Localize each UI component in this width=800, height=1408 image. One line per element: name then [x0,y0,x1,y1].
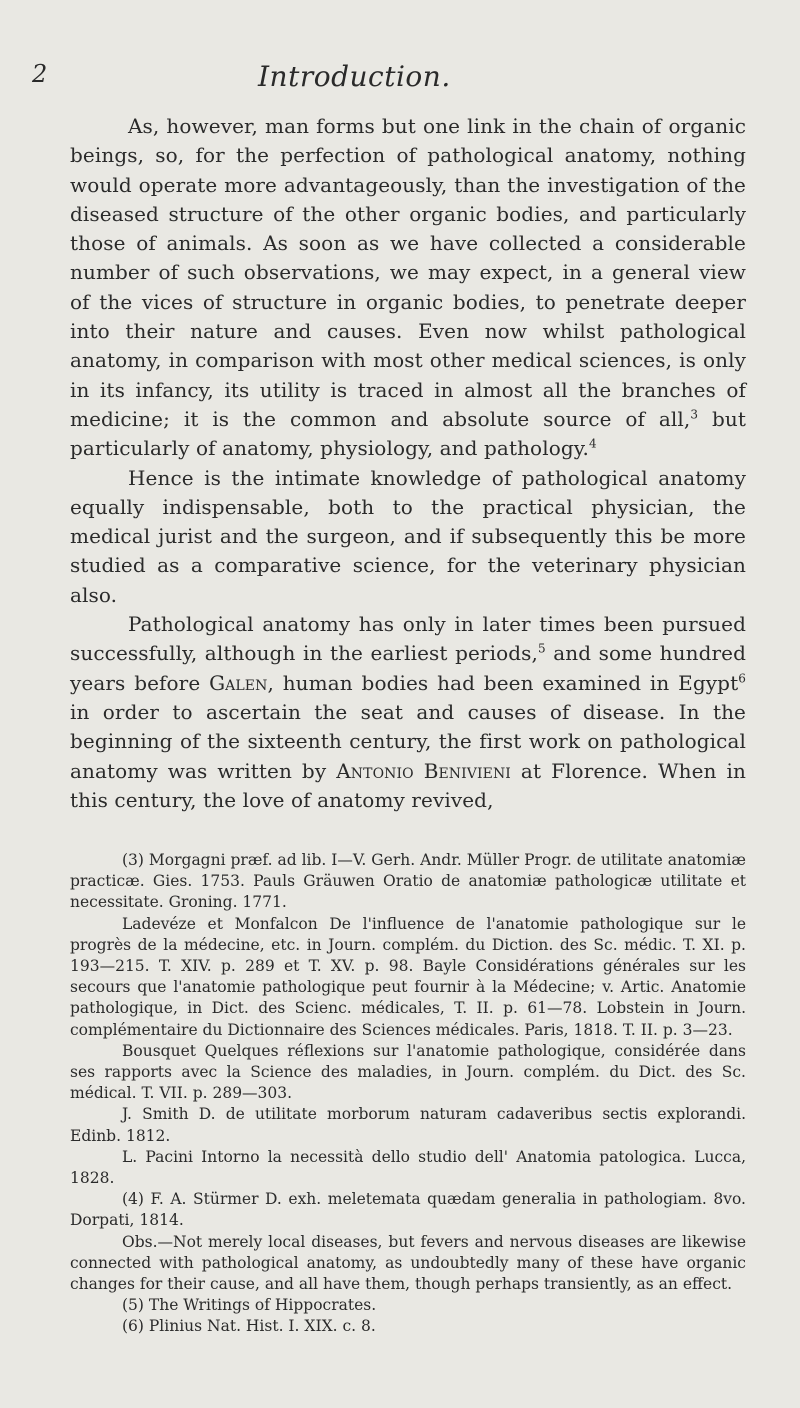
name-benivieni: Antonio Benivieni [336,758,511,783]
paragraph-3: Pathological anatomy has only in later times been pursued successfully, although in the earliest periods,$^5$ and some hundred years before Galen, human bodies had been examined in Egypt$^6$ in order to ascertain the seat and causes of disease. In the beginning of the sixteenth century, the first work on pathological anatomy was written by Antonio Benivieni at Florence. When in this century, the love of anatomy revived, [70,612,746,812]
name-galen: Galen [209,670,268,695]
footnote-3-part-4: J. Smith D. de utilitate morborum naturam cadaveribus sectis explorandi. Edinb. 1812. [70,1105,746,1145]
page-number: 2 [32,60,48,88]
main-text [70,112,746,815]
footnote-6: (6) Plinius Nat. Hist. I. XIX. c. 8. [122,1317,376,1336]
running-title: Introduction. [258,60,451,93]
footnote-ref-4[interactable]: 4 [588,436,597,451]
paragraph-2: Hence is the intimate knowledge of pathological anatomy equally indispensable, both to the practical physician, the medical jurist and the surgeon, and if subsequently this be more studied as a comparative science, for the veterinary physician also. [70,465,746,607]
footnotes [70,850,746,1338]
footnote-ref-6[interactable]: 6 [738,670,746,685]
footnote-4: (4) F. A. Stürmer D. exh. meletemata quædam generalia in pathologiam. 8vo. Dorpati, 1814. [70,1190,746,1230]
paragraph-1: As, however, man forms but one link in the chain of organic beings, so, for the perfection of pathological anatomy, nothing would operate more advantageously, than the investigation of the diseased structure of the other organic bodies, and particularly those of animals. As soon as we have collected a considerable number of such observations, we may expect, in a general view of the vices of structure in organic bodies, to penetrate deeper into their nature and causes. Even now whilst pathological anatomy, in comparison with most other medical sciences, is only in its infancy, its utility is traced in almost all the branches of medicine; it is the common and absolute source of all,$^3$ but particularly of anatomy, physiology, and pathology.$^4$ [70,114,746,461]
footnote-3-part-1: (3) Morgagni præf. ad lib. I—V. Gerh. Andr. Müller Progr. de utilitate anatomiæ practicæ. Gies. 1753. Pauls Gräuwen Oratio de anatomiæ pathologicæ utilitate et necessitate. Groning. 1771. [70,851,746,912]
footnote-3-part-2: Ladevéze et Monfalcon De l'influence de l'anatomie pathologique sur le progrès de la médecine, etc. in Journ. complém. du Diction. des Sc. médic. T. XI. p. 193—215. T. XIV. p. 289 et T. XV. p. 98. Bayle Considérations générales sur les secours que l'anatomie pathologique peut fournir à la Médecine; v. Artic. Anatomie pathologique, in Dict. des Scienc. médicales, T. II. p. 61—78. Lobstein in Journ. complémentaire du Dictionnaire des Sciences médicales. Paris, 1818. T. II. p. 3—23. [70,914,746,1039]
footnote-3-part-3: Bousquet Quelques réflexions sur l'anatomie pathologique, considérée dans ses rapports avec la Science des maladies, in Journ. complém. du Dict. des Sc. médical. T. VII. p. 289—303. [70,1041,746,1103]
footnote-ref-3[interactable]: 3 [690,407,699,422]
footnote-5: (5) The Writings of Hippocrates. [122,1296,377,1315]
footnote-3-part-5: L. Pacini Intorno la necessità dello studio dell' Anatomia patologica. Lucca, 1828. [70,1147,746,1188]
footnote-ref-5[interactable]: 5 [537,641,546,656]
footnote-obs: Obs.—Not merely local diseases, but fevers and nervous diseases are likewise connected with pathological anatomy, as undoubtedly many of these have organic changes for their cause, and all have them, though perhaps transiently, as an effect. [70,1232,746,1294]
